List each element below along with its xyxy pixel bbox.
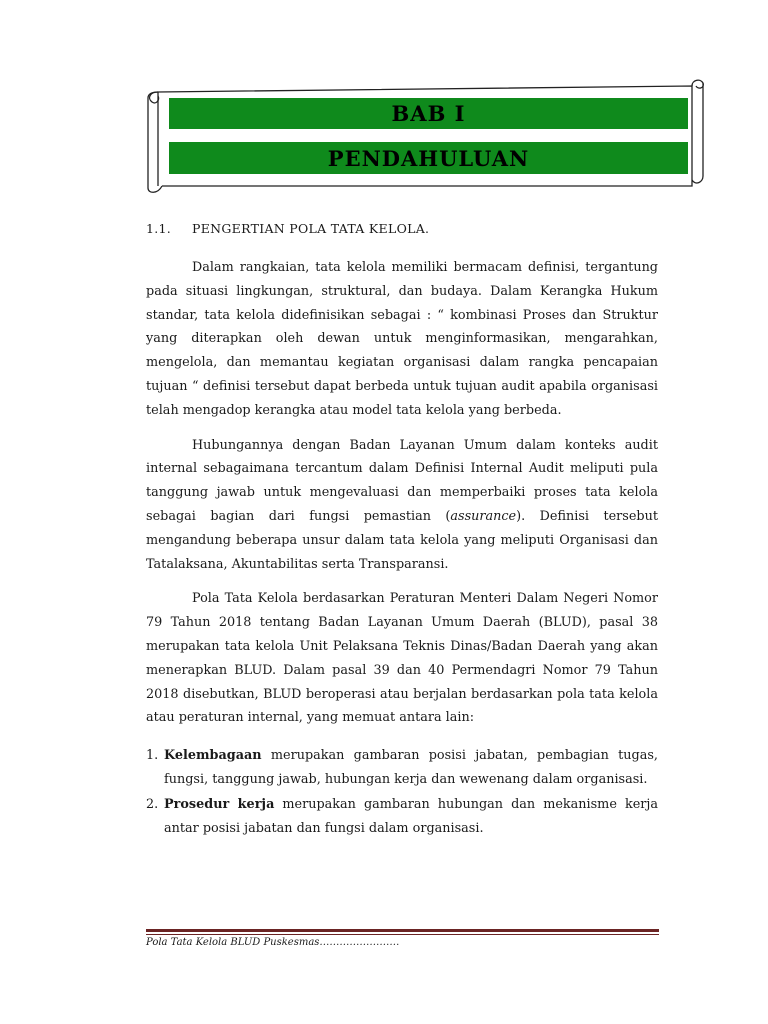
list-text: merupakan gambaran hubungan dan mekanisme kerja antar posisi jabatan dan fungsi dalam organisasi. [164,797,658,837]
footer-rule-thick [146,929,659,932]
list-term: Kelembagaan [164,748,262,764]
list-text: merupakan gambaran posisi jabatan, pembagian tugas, fungsi, tanggung jawab, hubungan kerja dan wewenang dalam organisasi. [164,748,658,788]
list-marker: 2. [146,797,159,813]
paragraph-2-text-b: ). Definisi tersebut mengandung beberapa unsur dalam tata kelola yang meliputi Organisasi dan Tatalaksana, Akuntabilitas serta Transparansi. [146,508,658,572]
list-item [146,793,658,841]
section-title: PENGERTIAN POLA TATA KELOLA. [192,221,430,236]
paragraph-2-text-a: Hubungannya dengan Badan Layanan Umum dalam konteks audit internal sebagaimana tercantum dalam Definisi Internal Audit meliputi pula tanggung jawab untuk mengevaluasi dan memperbaiki proses tata kelola sebagai bagian dari fungsi pemastian ( [146,437,658,524]
chapter-band [169,98,688,129]
section-number: 1.1. [146,221,172,236]
list-term: Prosedur kerja [164,797,275,813]
list-marker: 1. [146,748,159,764]
paragraph-2 [146,434,658,577]
list-item [146,744,658,792]
chapter-title: PENDAHULUAN [327,145,530,171]
paragraph-1: Dalam rangkaian, tata kelola memiliki bermacam definisi, tergantung pada situasi lingkungan, struktural, dan budaya. Dalam Kerangka Hukum standar, tata kelola didefinisikan sebagai : “ kombinasi Proses dan Struktur yang diterapkan oleh dewan untuk menginformasikan, mengarahkan, mengelola, dan memantau kegiatan organisasi dalam rangka pencapaian tujuan “ definisi tersebut dapat berbeda untuk tujuan audit apabila organisasi telah mengadop kerangka atau model tata kelola yang berbeda. [146,260,658,418]
title-band [169,142,688,174]
chapter-label: BAB I [391,101,466,126]
paragraph-3: Pola Tata Kelola berdasarkan Peraturan Menteri Dalam Negeri Nomor 79 Tahun 2018 tentang Badan Layanan Umum Daerah (BLUD), pasal 38 merupakan tata kelola Unit Pelaksana Teknis Dinas/Badan Daerah yang akan menerapkan BLUD. Dalam pasal 39 dan 40 Permendagri Nomor 79 Tahun 2018 disebutkan, BLUD beroperasi atau berjalan berdasarkan pola tata kelola atau peraturan internal, yang memuat antara lain: [146,591,658,726]
section-heading [146,221,429,236]
footer-rule [146,929,659,935]
body-content [146,256,658,842]
footer-rule-thin [146,934,659,935]
scroll-banner [140,76,710,196]
footer-text: Pola Tata Kelola BLUD Puskesmas…………………… [146,937,400,948]
numbered-list [146,744,658,841]
paragraph-2-italic-term: assurance [450,508,517,524]
